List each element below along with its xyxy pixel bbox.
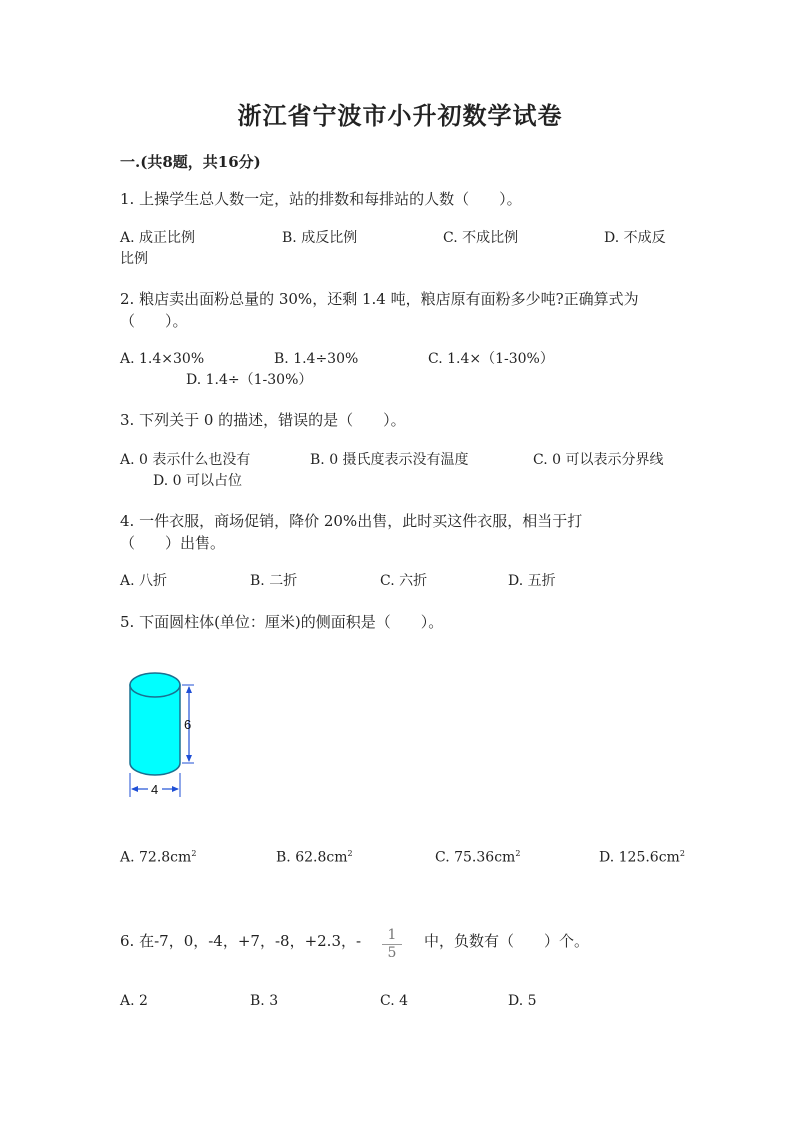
- q5-option-a: [120, 843, 196, 869]
- diameter-arrow-right: [172, 786, 179, 792]
- q3-option-d: D. 0 可以占位: [153, 473, 242, 489]
- q4-option-c: C. 六折: [380, 573, 428, 589]
- question-6-continued: 中，负数有（ ）个。: [424, 932, 590, 950]
- q2-option-a: A. 1.4×30%: [120, 351, 205, 367]
- q1-option-b: B. 成反比例: [282, 230, 358, 246]
- q2-option-d: D. 1.4÷（1-30%）: [186, 372, 313, 388]
- height-arrow-up: [186, 686, 192, 693]
- q2-option-c: C. 1.4×（1-30%）: [428, 351, 554, 367]
- fraction-numerator: 1: [387, 927, 397, 943]
- q5-option-c-text: C. 75.36cm: [435, 849, 516, 866]
- q1-option-a: A. 成正比例: [120, 230, 196, 246]
- fraction: [382, 927, 402, 962]
- question-4: 4. 一件衣服，商场促销，降价 20%出售，此时买这件衣服，相当于打: [120, 512, 583, 530]
- q6-option-c: C. 4: [380, 993, 409, 1009]
- q5-option-d: [599, 843, 685, 869]
- q6-option-b: B. 3: [250, 993, 279, 1009]
- q6-option-a: A. 2: [120, 993, 148, 1009]
- q3-option-b: B. 0 摄氏度表示没有温度: [310, 452, 469, 468]
- question-6: 6. 在-7，0，-4，+7，-8，+2.3，-: [120, 932, 362, 950]
- q5-option-d-text: D. 125.6cm: [599, 849, 680, 866]
- diameter-arrow-left: [131, 786, 138, 792]
- q1-option-d-continued: 比例: [120, 251, 148, 267]
- q5-option-c: [435, 843, 520, 869]
- page-title: 浙江省宁波市小升初数学试卷: [237, 101, 563, 130]
- question-4-continued: （ ）出售。: [120, 534, 226, 552]
- q1-option-c: C. 不成比例: [443, 230, 519, 246]
- section-heading: 一.(共8题，共16分): [120, 153, 261, 171]
- q5-option-d-unit-sup: 2: [679, 849, 685, 858]
- question-2: 2. 粮店卖出面粉总量的 30%，还剩 1.4 吨，粮店原有面粉多少吨?正确算式为: [120, 290, 639, 308]
- cylinder-figure: [118, 655, 218, 805]
- height-label: 6: [184, 717, 192, 732]
- q3-option-c: C. 0 可以表示分界线: [533, 452, 664, 468]
- q5-option-c-unit-sup: 2: [515, 849, 521, 858]
- q5-option-b: [276, 843, 353, 869]
- q5-option-a-unit-sup: 2: [191, 849, 197, 858]
- height-arrow-down: [186, 755, 192, 762]
- q3-option-a: A. 0 表示什么也没有: [120, 452, 251, 468]
- q5-option-a-text: A. 72.8cm: [120, 849, 192, 866]
- fraction-denominator: 5: [382, 944, 402, 962]
- q6-option-d: D. 5: [508, 993, 537, 1009]
- question-5: 5. 下面圆柱体(单位：厘米)的侧面积是（ ）。: [120, 613, 444, 631]
- q5-option-b-text: B. 62.8cm: [276, 849, 348, 866]
- question-2-continued: （ ）。: [120, 312, 188, 330]
- diameter-label: 4: [151, 782, 159, 797]
- q4-option-b: B. 二折: [250, 573, 298, 589]
- cylinder-top: [130, 673, 180, 697]
- cylinder-body: [130, 685, 180, 775]
- q2-option-b: B. 1.4÷30%: [274, 351, 359, 367]
- q1-option-d: D. 不成反: [604, 230, 666, 246]
- question-1: 1. 上操学生总人数一定，站的排数和每排站的人数（ ）。: [120, 190, 522, 208]
- question-3: 3. 下列关于 0 的描述，错误的是（ ）。: [120, 411, 406, 429]
- q5-option-b-unit-sup: 2: [347, 849, 353, 858]
- q4-option-d: D. 五折: [508, 573, 556, 589]
- q4-option-a: A. 八折: [120, 573, 168, 589]
